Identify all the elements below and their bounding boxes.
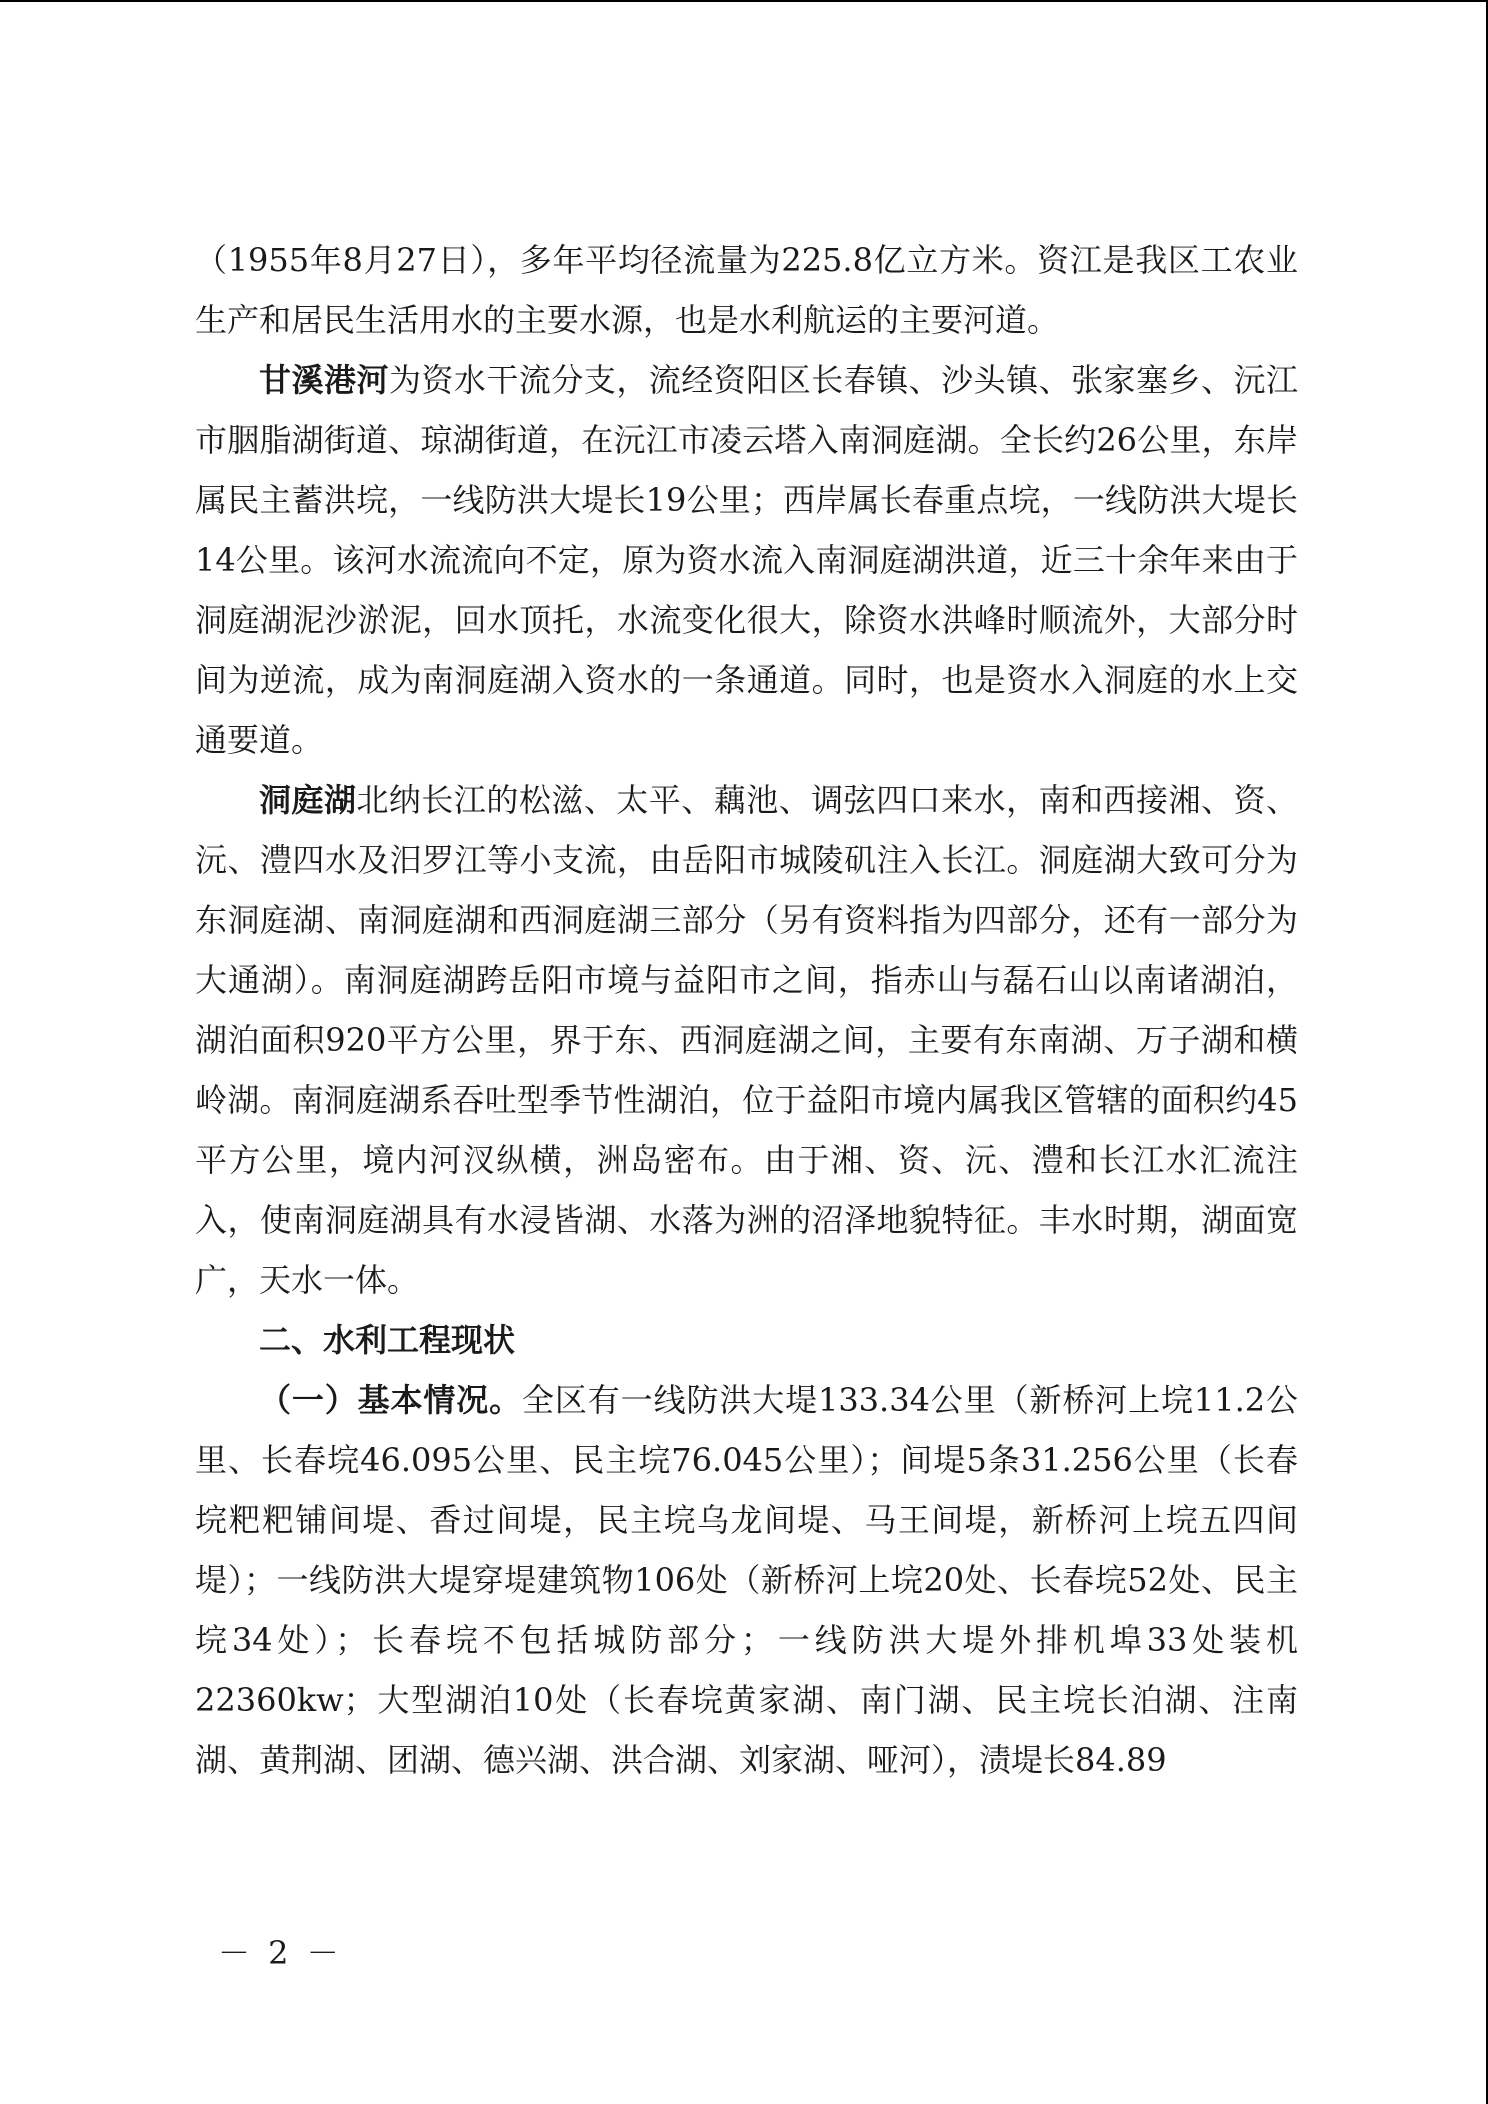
paragraph-basic-situation	[195, 1370, 1298, 1790]
paragraph-ziyang-river-continued	[195, 230, 1298, 350]
paragraph-lead-term: 甘溪港河	[259, 361, 389, 399]
paragraph-ganxigang-river	[195, 350, 1298, 770]
paragraph-text: 为资水干流分支，流经资阳区长春镇、沙头镇、张家塞乡、沅江市胭脂湖街道、琼湖街道，在沅江市凌云塔入南洞庭湖。全长约26公里，东岸属民主蓄洪垸，一线防洪大堤长19公里；西岸属长春重点垸，一线防洪大堤长14公里。该河水流流向不定，原为资水流入南洞庭湖洪道，近三十余年来由于洞庭湖泥沙淤泥，回水顶托，水流变化很大，除资水洪峰时顺流外，大部分时间为逆流，成为南洞庭湖入资水的一条通道。同时，也是资水入洞庭的水上交通要道。	[195, 361, 1298, 759]
page-number: － 2 －	[218, 1934, 343, 1972]
paragraph-dongting-lake	[195, 770, 1298, 1310]
paragraph-lead-term: 洞庭湖	[259, 781, 357, 819]
paragraph-text: 全区有一线防洪大堤133.34公里（新桥河上垸11.2公里、长春垸46.095公里、民主垸76.045公里）；间堤5条31.256公里（长春垸粑粑铺间堤、香过间堤，民主垸乌龙间堤、马王间堤，新桥河上垸五四间堤）；一线防洪大堤穿堤建筑物106处（新桥河上垸20处、长春垸52处、民主垸34处）；长春垸不包括城防部分；一线防洪大堤外排机埠33处装机22360kw；大型湖泊10处（长春垸黄家湖、南门湖、民主垸长泊湖、注南湖、黄荆湖、团湖、德兴湖、洪合湖、刘家湖、哑河），渍堤长84.89	[195, 1381, 1298, 1779]
paragraph-text: 北纳长江的松滋、太平、藕池、调弦四口来水，南和西接湘、资、沅、澧四水及汨罗江等小支流，由岳阳市城陵矶注入长江。洞庭湖大致可分为东洞庭湖、南洞庭湖和西洞庭湖三部分（另有资料指为四部分，还有一部分为大通湖）。南洞庭湖跨岳阳市境与益阳市之间，指赤山与磊石山以南诸湖泊，湖泊面积920平方公里，界于东、西洞庭湖之间，主要有东南湖、万子湖和横岭湖。南洞庭湖系吞吐型季节性湖泊，位于益阳市境内属我区管辖的面积约45平方公里，境内河汊纵横，洲岛密布。由于湘、资、沅、澧和长江水汇流注入，使南洞庭湖具有水浸皆湖、水落为洲的沼泽地貌特征。丰水时期，湖面宽广，天水一体。	[195, 781, 1298, 1299]
paragraph-text: （1955年8月27日），多年平均径流量为225.8亿立方米。资江是我区工农业生产和居民生活用水的主要水源，也是水利航运的主要河道。	[195, 241, 1298, 339]
section-heading: 二、水利工程现状	[259, 1321, 516, 1359]
document-body	[195, 230, 1298, 1790]
paragraph-lead-term: （一）基本情况。	[259, 1381, 523, 1419]
